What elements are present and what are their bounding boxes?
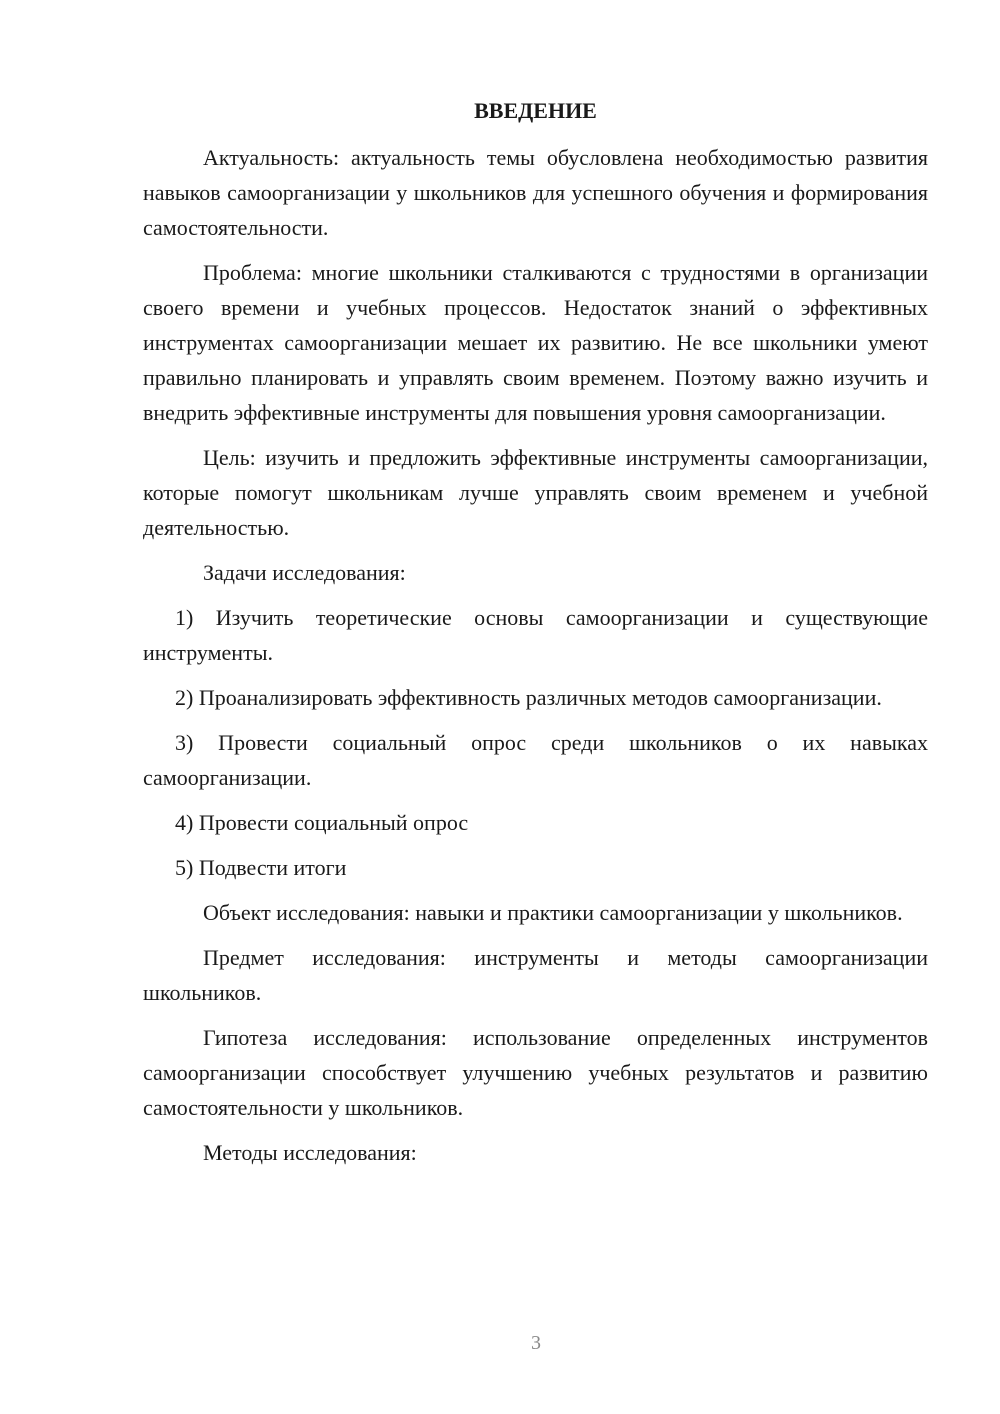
- task-item-2: 2) Проанализировать эффективность различных методов самоорганизации.: [175, 685, 882, 710]
- relevance-paragraph: Актуальность: актуальность темы обусловлена необходимостью развития навыков самоорганизации у школьников для успешного обучения и формирования самостоятельности.: [143, 145, 928, 240]
- section-title: ВВЕДЕНИЕ: [474, 98, 597, 123]
- task-item-5: 5) Подвести итоги: [175, 855, 347, 880]
- page-content: [143, 94, 928, 1180]
- problem-paragraph: Проблема: многие школьники сталкиваются с трудностями в организации своего времени и учебных процессов. Недостаток знаний о эффективных инструментах самоорганизации мешает их развитию. Не все школьники умеют правильно планировать и управлять своим временем. Поэтому важно изучить и внедрить эффективные инструменты для повышения уровня самоорганизации.: [143, 260, 928, 425]
- subject-paragraph: Предмет исследования: инструменты и методы самоорганизации школьников.: [143, 945, 928, 1005]
- task-item-3: 3) Провести социальный опрос среди школьников о их навыках самоорганизации.: [143, 730, 928, 790]
- methods-heading: Методы исследования:: [203, 1140, 417, 1165]
- tasks-heading: Задачи исследования:: [203, 560, 406, 585]
- page-number: 3: [531, 1332, 541, 1354]
- task-item-4: 4) Провести социальный опрос: [175, 810, 469, 835]
- hypothesis-paragraph: Гипотеза исследования: использование определенных инструментов самоорганизации способствует улучшению учебных результатов и развитию самостоятельности у школьников.: [143, 1025, 928, 1120]
- goal-paragraph: Цель: изучить и предложить эффективные инструменты самоорганизации, которые помогут школьникам лучше управлять своим временем и учебной деятельностью.: [143, 445, 928, 540]
- object-paragraph: Объект исследования: навыки и практики самоорганизации у школьников.: [203, 900, 903, 925]
- task-item-1: 1) Изучить теоретические основы самоорганизации и существующие инструменты.: [143, 605, 928, 665]
